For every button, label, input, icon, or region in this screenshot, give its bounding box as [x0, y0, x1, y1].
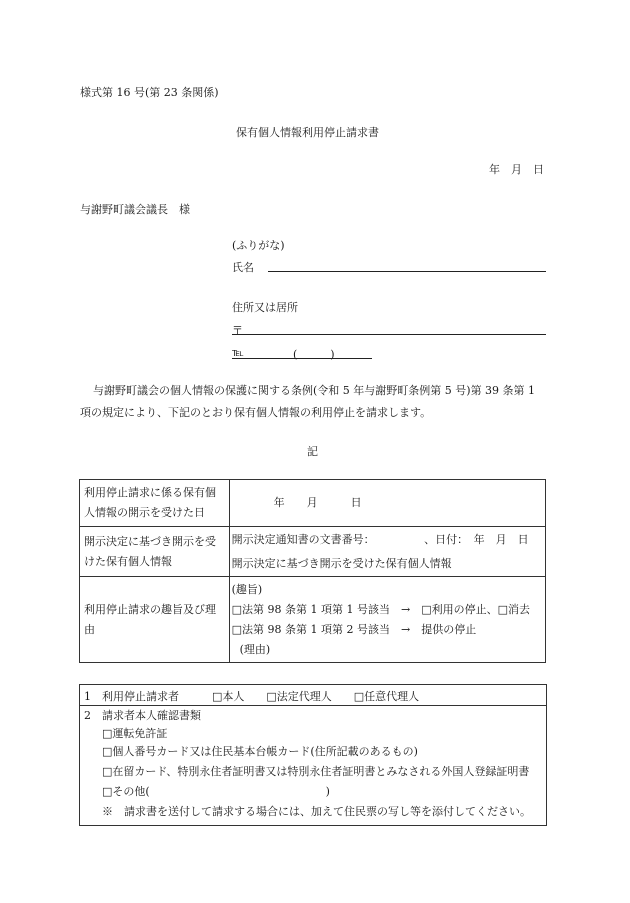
checkbox-residence-card[interactable]: □在留カード、特別永住者証明書又は特別永住者証明書とみなされる外国人登録証明書: [102, 765, 530, 778]
tel-field[interactable]: [232, 358, 372, 359]
name-field[interactable]: [268, 271, 546, 272]
name-label: 氏名: [232, 261, 254, 274]
disclosed-info-value[interactable]: [229, 527, 545, 577]
table-row: [80, 577, 546, 663]
table-row: [80, 527, 546, 577]
row3-label-line2: 由: [84, 622, 95, 636]
date-line: 年 月 日: [489, 163, 544, 176]
row2-value-line1: 開示決定通知書の文書番号： 、日付： 年 月 日: [231, 532, 529, 546]
row-label-purpose-reason: [80, 577, 230, 663]
checkbox-my-number-card[interactable]: □個人番号カード又は住民基本台帳カード(住所記載のあるもの): [102, 745, 418, 758]
checkbox-art98-1-2[interactable]: □法第 98 条第 1 項第 2 号該当 → 提供の停止: [231, 622, 477, 636]
row2-label-line2: けた保有個人情報: [84, 554, 172, 568]
requester-box: [79, 684, 547, 826]
purpose-reason-value[interactable]: [229, 577, 545, 663]
checkbox-drivers-license[interactable]: □運転免許証: [102, 727, 168, 740]
row3-label-line1: 利用停止請求の趣旨及び理: [84, 602, 216, 616]
address-field[interactable]: [232, 334, 546, 335]
row2-label-line1: 開示決定に基づき開示を受: [84, 534, 216, 548]
row-label-disclosure-date: [80, 480, 230, 527]
tel-icon: ℡: [232, 346, 244, 359]
addressee: 与謝野町議会議長 様: [80, 203, 190, 216]
address-label: 住所又は居所: [232, 301, 298, 314]
checkbox-art98-1-1[interactable]: □法第 98 条第 1 項第 1 号該当 → □利用の停止、□消去: [231, 602, 530, 616]
form-number: 様式第 16 号(第 23 条関係): [80, 86, 219, 99]
mail-note: ※ 請求書を送付して請求する場合には、加えて住民票の写し等を添付してください。: [102, 805, 531, 818]
row-label-disclosed-info: [80, 527, 230, 577]
id-documents-heading: 2 請求者本人確認書類: [84, 709, 201, 722]
row3-value-line1: (趣旨): [231, 582, 263, 596]
table-row: [80, 480, 546, 527]
furigana-label: (ふりがな): [232, 239, 285, 252]
ki-mark: 記: [307, 445, 318, 458]
intro-line-1: 与謝野町議会の個人情報の保護に関する条例(令和 5 年与謝野町条例第 5 号)第 39 条第 1: [93, 384, 536, 397]
tel-area-code: ( ): [293, 348, 335, 361]
intro-line-2: 項の規定により、下記のとおり保有個人情報の利用停止を請求します。: [80, 406, 432, 419]
row3-value-line4: (理由): [239, 642, 271, 656]
request-table: [79, 479, 546, 663]
requester-type[interactable]: 1 利用停止請求者 □本人 □法定代理人 □任意代理人: [84, 689, 420, 703]
disclosure-date-value[interactable]: 年 月 日: [229, 480, 545, 527]
row2-value-line2: 開示決定に基づき開示を受けた保有個人情報: [231, 556, 452, 570]
checkbox-other[interactable]: □その他( ): [102, 785, 330, 798]
row1-label-line1: 利用停止請求に係る保有個: [84, 486, 216, 499]
postal-mark: 〒: [232, 324, 243, 337]
row1-label-line2: 人情報の開示を受けた日: [84, 506, 205, 519]
page-title: 保有個人情報利用停止請求書: [236, 126, 379, 139]
